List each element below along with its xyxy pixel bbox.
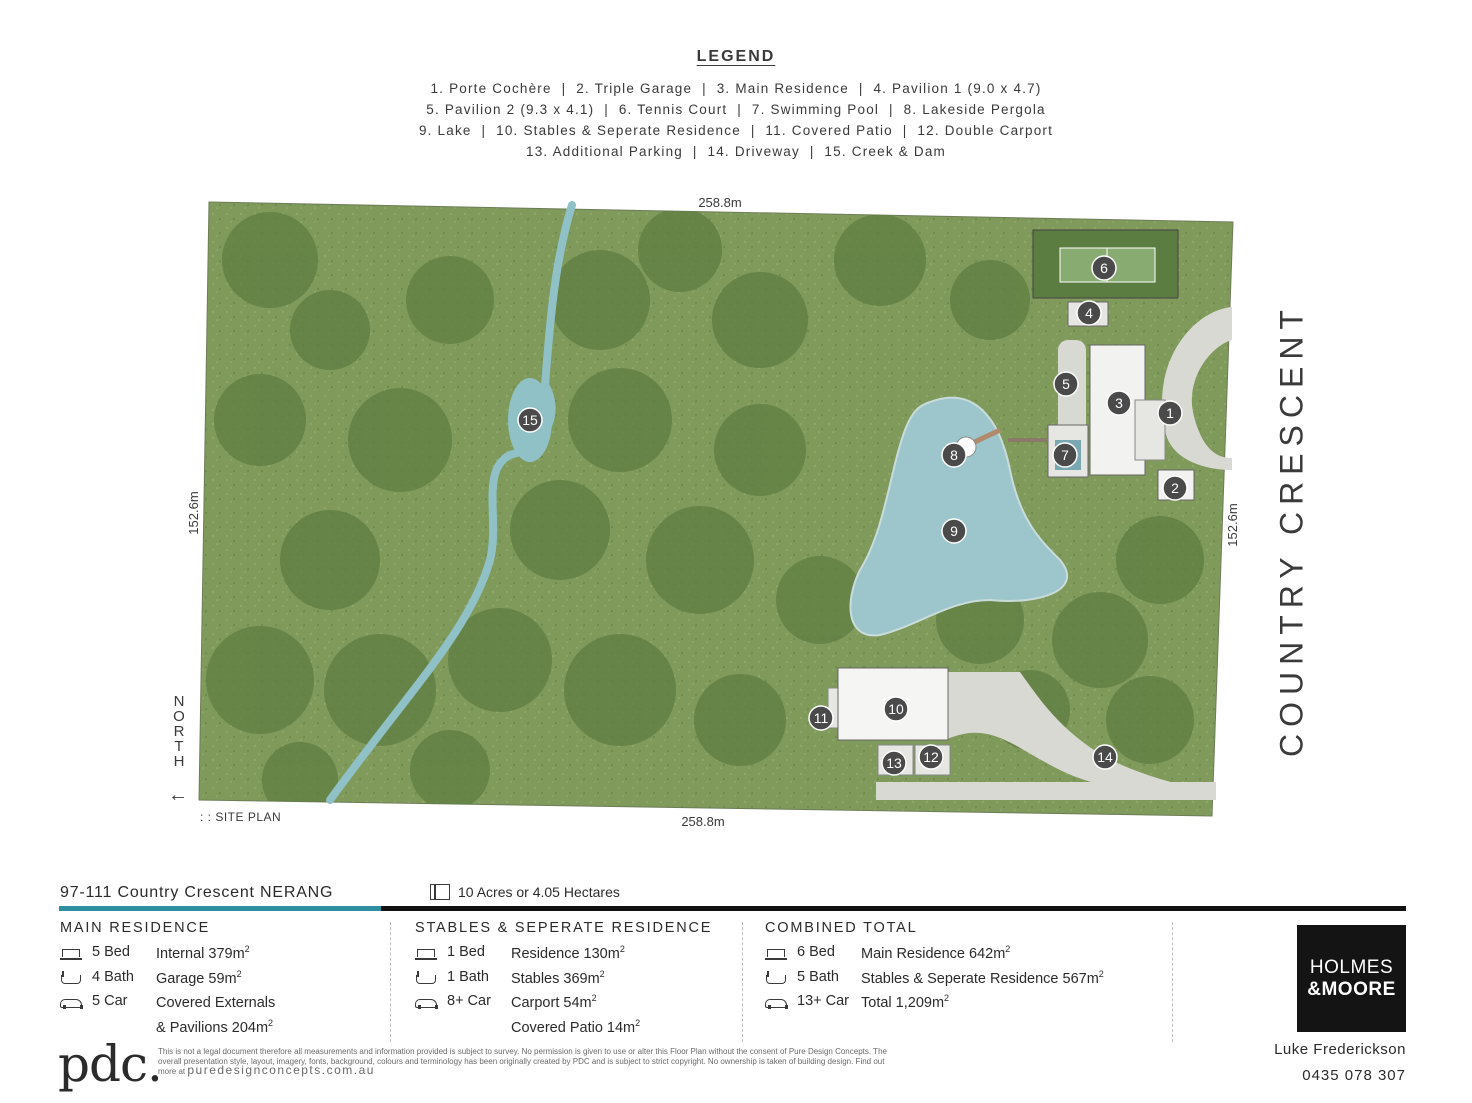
bed-count: 1 Bed [447,944,485,960]
legend-line: 5. Pavilion 2 (9.3 x 4.1) | 6. Tennis Court | 7. Swimming Pool | 8. Lakeside Pergola [426,102,1046,117]
accent-rule [59,906,381,911]
stat-desc: Stables & Seperate Residence $567m^2$ [861,968,1104,987]
agency-logo[interactable] [1297,925,1406,1032]
svg-text:3: 3 [1115,395,1123,411]
svg-text:2: 2 [1171,480,1179,496]
stat-desc: Residence $130m^2$ [511,944,625,962]
bed-icon [60,946,82,960]
car-count: 8+ Car [447,993,491,1009]
stat-desc: Garage $59m^2$ [156,968,242,987]
map-marker[interactable] [1093,745,1117,769]
svg-text:11: 11 [813,710,829,726]
bath-count: 4 Bath [92,968,134,985]
car-icon [60,995,82,1009]
svg-text:12: 12 [923,749,939,765]
column-divider [1172,922,1173,1042]
disclaimer [158,1047,888,1077]
svg-text:5: 5 [1062,376,1070,392]
main-residence-summary [60,920,275,1042]
svg-text:13: 13 [886,755,902,771]
legend-line: 9. Lake | 10. Stables & Seperate Residence | 11. Covered Patio | 12. Double Carport [418,123,1054,138]
combined-title: COMBINED TOTAL [765,920,918,936]
bath-icon [415,971,437,985]
svg-text:10: 10 [888,701,904,717]
svg-text:8: 8 [950,447,958,463]
street-name: COUNTRY CRESCENT [1273,303,1310,757]
website-link[interactable]: puredesignconcepts.com.au [187,1063,375,1077]
car-icon [765,995,787,1009]
car-count: 5 Car [92,993,128,1009]
stat-desc: Internal $379m^2$ [156,944,250,962]
map-marker[interactable] [1107,391,1131,415]
legend-title: LEGEND [696,48,776,65]
legend-line: 13. Additional Parking | 14. Driveway | 15. Creek & Dam [526,144,946,159]
stat-desc: Covered Externals [156,994,276,1011]
stables-summary [415,920,712,1042]
map-marker[interactable] [1077,301,1101,325]
bath-count: 5 Bath [797,968,839,985]
svg-text:9: 9 [950,523,958,539]
property-address: 97-111 Country Crescent NERANG [60,884,334,901]
site-plan-label: : : SITE PLAN [200,810,282,824]
stat-desc: Carport $54m^2$ [511,993,597,1011]
stat-row [60,944,275,969]
left-dimension: 152.6m [186,491,201,535]
land-area-text: 10 Acres or 4.05 Hectares [458,884,620,900]
stat-row [60,969,275,994]
top-dimension: 258.8m [698,195,742,210]
logo-line-2: &MOORE [1307,978,1396,1000]
stat-row [60,993,275,1018]
map-marker[interactable] [1092,256,1116,280]
stat-row [765,969,1104,994]
bath-icon [765,971,787,985]
map-marker[interactable] [809,706,833,730]
bottom-dimension: 258.8m [681,814,725,829]
land-area [430,884,620,900]
main-residence-title: MAIN RESIDENCE [60,920,211,936]
bath-count: 1 Bath [447,968,489,985]
stat-row [415,1018,712,1043]
svg-text:1: 1 [1166,405,1174,421]
agent-name: Luke Frederickson [1274,1041,1406,1058]
pdc-logo: pdc. [58,1035,162,1093]
disclaimer-text: This is not a legal document therefore all measurements and information provided is subject to survey. No permission is given to use or alter this Floor Plan without the consent of Pure Design Concepts. The overall presentation style, layout, imagery, fonts, background, colours and terminology has been originally created by PDC and is subject to strict copyright. No ownership is taken of building design. Find out more at [158,1047,887,1076]
stat-row [415,969,712,994]
north-arrow-icon: ← [168,784,188,806]
map-marker[interactable] [884,697,908,721]
stables-title: STABLES & SEPERATE RESIDENCE [415,920,713,936]
svg-text:6: 6 [1100,260,1108,276]
stat-desc: Total $1,209m^2$ [861,993,950,1011]
north-label: N O R T H [173,693,185,770]
land-size-icon [430,884,450,900]
svg-text:14: 14 [1097,749,1113,765]
map-marker[interactable] [942,519,966,543]
stat-desc: & Pavilions $204m^2$ [156,1017,274,1036]
column-divider [390,922,391,1042]
bath-icon [60,971,82,985]
agent-phone[interactable]: 0435 078 307 [1302,1067,1406,1084]
stat-row [765,993,1104,1018]
bed-icon [415,946,437,960]
stat-row [415,993,712,1018]
stat-row [415,944,712,969]
map-marker[interactable] [882,751,906,775]
map-marker[interactable] [919,745,943,769]
column-divider [742,922,743,1042]
logo-line-1: HOLMES [1309,956,1394,978]
map-marker[interactable] [518,408,542,432]
car-icon [415,995,437,1009]
bed-count: 6 Bed [797,944,835,960]
map-marker[interactable] [942,443,966,467]
stat-row [765,944,1104,969]
svg-text:4: 4 [1085,305,1093,321]
combined-summary [765,920,1104,1018]
svg-text:7: 7 [1061,447,1069,463]
bed-icon [765,946,787,960]
map-marker[interactable] [1053,443,1077,467]
stat-desc: Main Residence $642m^2$ [861,944,1011,962]
car-count: 13+ Car [797,993,849,1009]
map-marker[interactable] [1163,476,1187,500]
map-marker[interactable] [1054,372,1078,396]
svg-text:15: 15 [522,412,538,428]
stat-desc: Stables $369m^2$ [511,968,605,987]
stat-desc: Covered Patio $14m^2$ [511,1017,641,1036]
right-dimension: 152.6m [1225,503,1240,547]
map-marker[interactable] [1158,401,1182,425]
bed-count: 5 Bed [92,944,130,960]
legend-line: 1. Porte Cochère | 2. Triple Garage | 3. Main Residence | 4. Pavilion 1 (9.0 x 4.7) [430,81,1042,96]
